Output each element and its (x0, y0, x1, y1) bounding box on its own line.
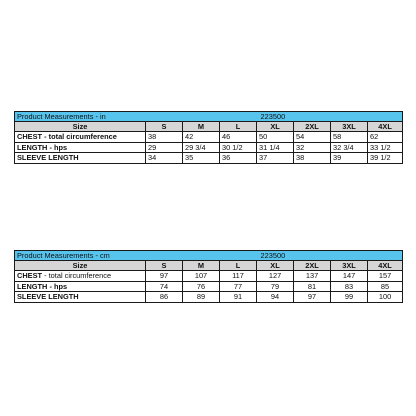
cell-value: 39 (331, 153, 368, 163)
table-title: Product Measurements - in (15, 112, 257, 122)
cell-value: 30 1/2 (220, 142, 257, 152)
cell-value: 42 (183, 132, 220, 142)
cell-value: 77 (220, 281, 257, 291)
row-label: CHEST - total circumference (15, 132, 146, 142)
cell-value: 99 (331, 292, 368, 302)
cell-value: 62 (368, 132, 403, 142)
cell-value: 32 (294, 142, 331, 152)
cell-value: 83 (331, 281, 368, 291)
row-label: LENGTH - hps (15, 142, 146, 152)
header-size-xl: XL (257, 122, 294, 132)
table-row-chest (15, 271, 403, 281)
table-header-row (15, 122, 403, 132)
cell-value: 137 (294, 271, 331, 281)
cell-value: 32 3/4 (331, 142, 368, 152)
cell-value: 127 (257, 271, 294, 281)
cell-value: 89 (183, 292, 220, 302)
cell-value: 97 (294, 292, 331, 302)
cell-value: 157 (368, 271, 403, 281)
header-size-3xl: 3XL (331, 122, 368, 132)
header-size-label: Size (15, 122, 146, 132)
header-size-m: M (183, 261, 220, 271)
cell-value: 29 (146, 142, 183, 152)
cell-value: 100 (368, 292, 403, 302)
cell-value: 39 1/2 (368, 153, 403, 163)
header-size-label: Size (15, 261, 146, 271)
cell-value: 85 (368, 281, 403, 291)
cell-value: 81 (294, 281, 331, 291)
cell-value: 107 (183, 271, 220, 281)
table-title-row (15, 112, 403, 122)
header-size-2xl: 2XL (294, 261, 331, 271)
measurements-table-cm (14, 250, 403, 303)
cell-value: 35 (183, 153, 220, 163)
cell-value: 33 1/2 (368, 142, 403, 152)
header-size-2xl: 2XL (294, 122, 331, 132)
row-label: LENGTH - hps (15, 281, 146, 291)
cell-value: 147 (331, 271, 368, 281)
header-size-s: S (146, 261, 183, 271)
cell-value: 86 (146, 292, 183, 302)
cell-value: 38 (146, 132, 183, 142)
header-size-4xl: 4XL (368, 122, 403, 132)
table-header-row (15, 261, 403, 271)
header-size-4xl: 4XL (368, 261, 403, 271)
cell-value: 74 (146, 281, 183, 291)
cell-value: 97 (146, 271, 183, 281)
cell-value: 34 (146, 153, 183, 163)
cell-value: 31 1/4 (257, 142, 294, 152)
table-row-length (15, 281, 403, 291)
row-label: SLEEVE LENGTH (15, 153, 146, 163)
table-title-row (15, 251, 403, 261)
cell-value: 117 (220, 271, 257, 281)
header-size-l: L (220, 261, 257, 271)
header-size-xl: XL (257, 261, 294, 271)
cell-value: 58 (331, 132, 368, 142)
cell-value: 38 (294, 153, 331, 163)
style-number: 223500 (257, 251, 403, 261)
measurements-table-inches (14, 111, 403, 164)
cell-value: 37 (257, 153, 294, 163)
row-label: SLEEVE LENGTH (15, 292, 146, 302)
cell-value: 46 (220, 132, 257, 142)
cell-value: 50 (257, 132, 294, 142)
table-row-sleeve-length (15, 292, 403, 302)
cell-value: 76 (183, 281, 220, 291)
table-title: Product Measurements - cm (15, 251, 257, 261)
style-number: 223500 (257, 112, 403, 122)
header-size-m: M (183, 122, 220, 132)
cell-value: 94 (257, 292, 294, 302)
table-row-chest (15, 132, 403, 142)
header-size-l: L (220, 122, 257, 132)
cell-value: 36 (220, 153, 257, 163)
header-size-s: S (146, 122, 183, 132)
table-row-sleeve-length (15, 153, 403, 163)
header-size-3xl: 3XL (331, 261, 368, 271)
table-row-length (15, 142, 403, 152)
cell-value: 29 3/4 (183, 142, 220, 152)
row-label: CHEST - total circumference (15, 271, 146, 281)
cell-value: 79 (257, 281, 294, 291)
cell-value: 54 (294, 132, 331, 142)
cell-value: 91 (220, 292, 257, 302)
